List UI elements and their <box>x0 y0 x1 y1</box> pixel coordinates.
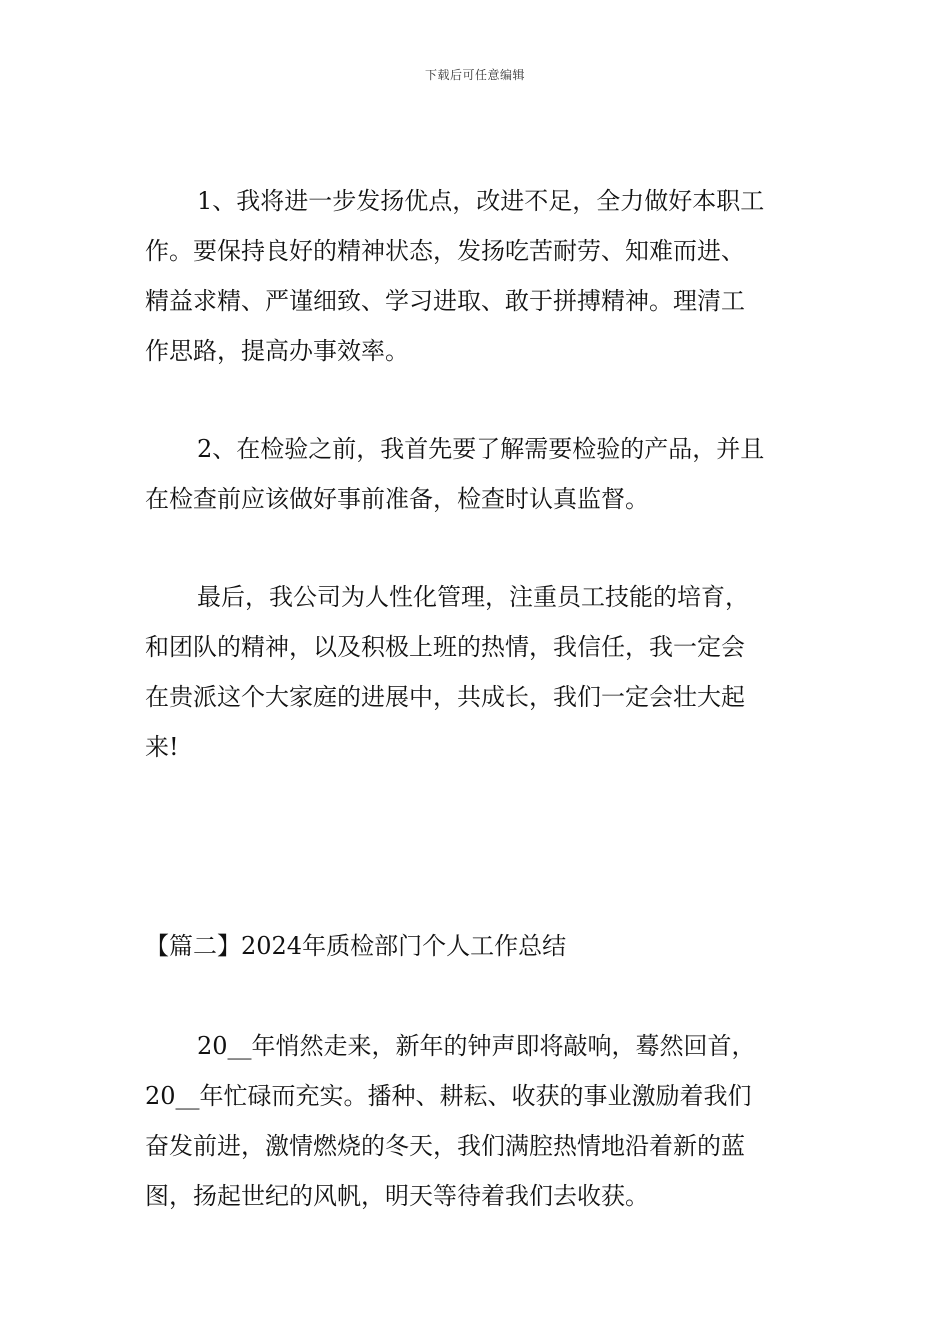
paragraph-line: 奋发前进，激情燃烧的冬天，我们满腔热情地沿着新的蓝 <box>145 1132 745 1160</box>
section-heading: 【篇二】2024年质检部门个人工作总结 <box>145 932 567 960</box>
paragraph-line: 来! <box>145 733 179 761</box>
paragraph-line: 1、我将进一步发扬优点，改进不足，全力做好本职工 <box>197 187 765 215</box>
paragraph-line: 在检查前应该做好事前准备，检查时认真监督。 <box>145 485 649 513</box>
paragraph-3 <box>145 572 810 772</box>
paragraph-1 <box>145 176 810 376</box>
page-header-note: 下载后可任意编辑 <box>424 68 525 82</box>
paragraph-line: 在贵派这个大家庭的进展中，共成长，我们一定会壮大起 <box>145 683 745 711</box>
paragraph-line: 精益求精、严谨细致、学习进取、敢于拼搏精神。理清工 <box>145 287 745 315</box>
paragraph-line: 最后，我公司为人性化管理，注重员工技能的培育， <box>197 583 749 611</box>
paragraph-line: 作。要保持良好的精神状态，发扬吃苦耐劳、知难而进、 <box>145 237 745 265</box>
section-paragraph <box>145 1021 810 1221</box>
paragraph-line: 图，扬起世纪的风帆，明天等待着我们去收获。 <box>145 1182 649 1210</box>
paragraph-line: 20__年忙碌而充实。播种、耕耘、收获的事业激励着我们 <box>145 1082 752 1110</box>
paragraph-line: 和团队的精神，以及积极上班的热情，我信任，我一定会 <box>145 633 745 661</box>
paragraph-2 <box>145 424 810 524</box>
paragraph-line: 20__年悄然走来，新年的钟声即将敲响，蓦然回首， <box>197 1032 756 1060</box>
paragraph-line: 作思路，提高办事效率。 <box>145 337 409 365</box>
paragraph-line: 2、在检验之前，我首先要了解需要检验的产品，并且 <box>197 435 765 463</box>
